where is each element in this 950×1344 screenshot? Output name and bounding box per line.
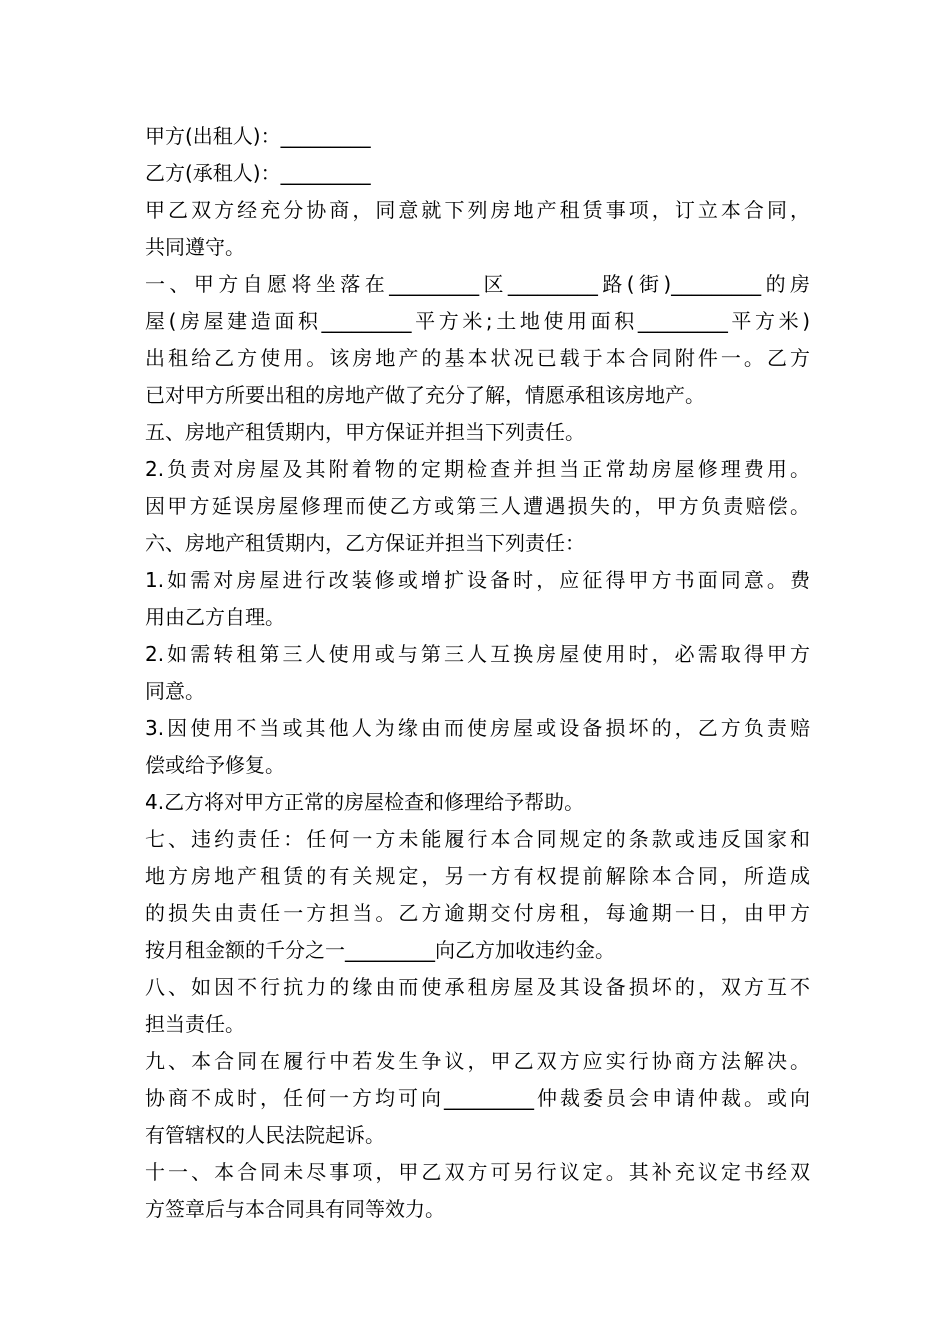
clause-6-item-3-line-2: 偿或给予修复。 — [145, 753, 285, 777]
clause-1-line-3: 出租给乙方使用。该房地产的基本状况已载于本合同附件一。乙方 — [145, 346, 810, 370]
clause-1-line-4: 已对甲方所要出租的房地产做了充分了解，情愿承租该房地产。 — [145, 383, 705, 407]
preamble-line-1: 甲乙双方经充分协商，同意就下列房地产租赁事项，订立本合同， — [145, 198, 810, 222]
clause-6-heading: 六、房地产租赁期内，乙方保证并担当下列责任： — [145, 531, 585, 555]
clause-9-line-1: 九、本合同在履行中若发生争议，甲乙双方应实行协商方法解决。 — [145, 1049, 810, 1073]
clause-1-line-1: 一、甲方自愿将坐落在_________区_________路(街)_________的房 — [145, 272, 810, 296]
clause-1-line-2: 屋(房屋建造面积_________平方米;土地使用面积_________平方米) — [145, 309, 810, 333]
clause-11-line-1: 十一、本合同未尽事项，甲乙双方可另行议定。其补充议定书经双 — [145, 1160, 810, 1184]
clause-6-item-1-line-2: 用由乙方自理。 — [145, 605, 285, 629]
clause-7-line-3: 的损失由责任一方担当。乙方逾期交付房租，每逾期一日，由甲方 — [145, 901, 810, 925]
clause-6-item-2-line-2: 同意。 — [145, 679, 205, 703]
contract-body — [145, 118, 810, 1228]
preamble-line-2: 共同遵守。 — [145, 235, 245, 259]
clause-7-line-4: 按月租金额的千分之一_________向乙方加收违约金。 — [145, 938, 615, 962]
clause-11-line-2: 方签章后与本合同具有同等效力。 — [145, 1197, 445, 1221]
clause-6-item-4: 4.乙方将对甲方正常的房屋检查和修理给予帮助。 — [145, 790, 585, 814]
clause-5-item-2-line-1: 2.负责对房屋及其附着物的定期检查并担当正常劫房屋修理费用。 — [145, 457, 810, 481]
party-a-line: 甲方(出租人)：_________ — [145, 124, 371, 148]
clause-6-item-3-line-1: 3.因使用不当或其他人为缘由而使房屋或设备损坏的，乙方负责赔 — [145, 716, 810, 740]
clause-9-line-3: 有管辖权的人民法院起诉。 — [145, 1123, 385, 1147]
clause-8-line-1: 八、如因不行抗力的缘由而使承租房屋及其设备损坏的，双方互不 — [145, 975, 810, 999]
clause-7-line-2: 地方房地产租赁的有关规定，另一方有权提前解除本合同，所造成 — [145, 864, 810, 888]
clause-6-item-1-line-1: 1.如需对房屋进行改装修或增扩设备时，应征得甲方书面同意。费 — [145, 568, 810, 592]
clause-5-item-2-line-2: 因甲方延误房屋修理而使乙方或第三人遭遇损失的，甲方负责赔偿。 — [145, 494, 810, 518]
clause-8-line-2: 担当责任。 — [145, 1012, 245, 1036]
clause-6-item-2-line-1: 2.如需转租第三人使用或与第三人互换房屋使用时，必需取得甲方 — [145, 642, 810, 666]
clause-5-heading: 五、房地产租赁期内，甲方保证并担当下列责任。 — [145, 420, 585, 444]
party-b-line: 乙方(承租人)：_________ — [145, 161, 371, 185]
clause-9-line-2: 协商不成时，任何一方均可向_________仲裁委员会申请仲裁。或向 — [145, 1086, 810, 1110]
clause-7-line-1: 七、违约责任：任何一方未能履行本合同规定的条款或违反国家和 — [145, 827, 810, 851]
